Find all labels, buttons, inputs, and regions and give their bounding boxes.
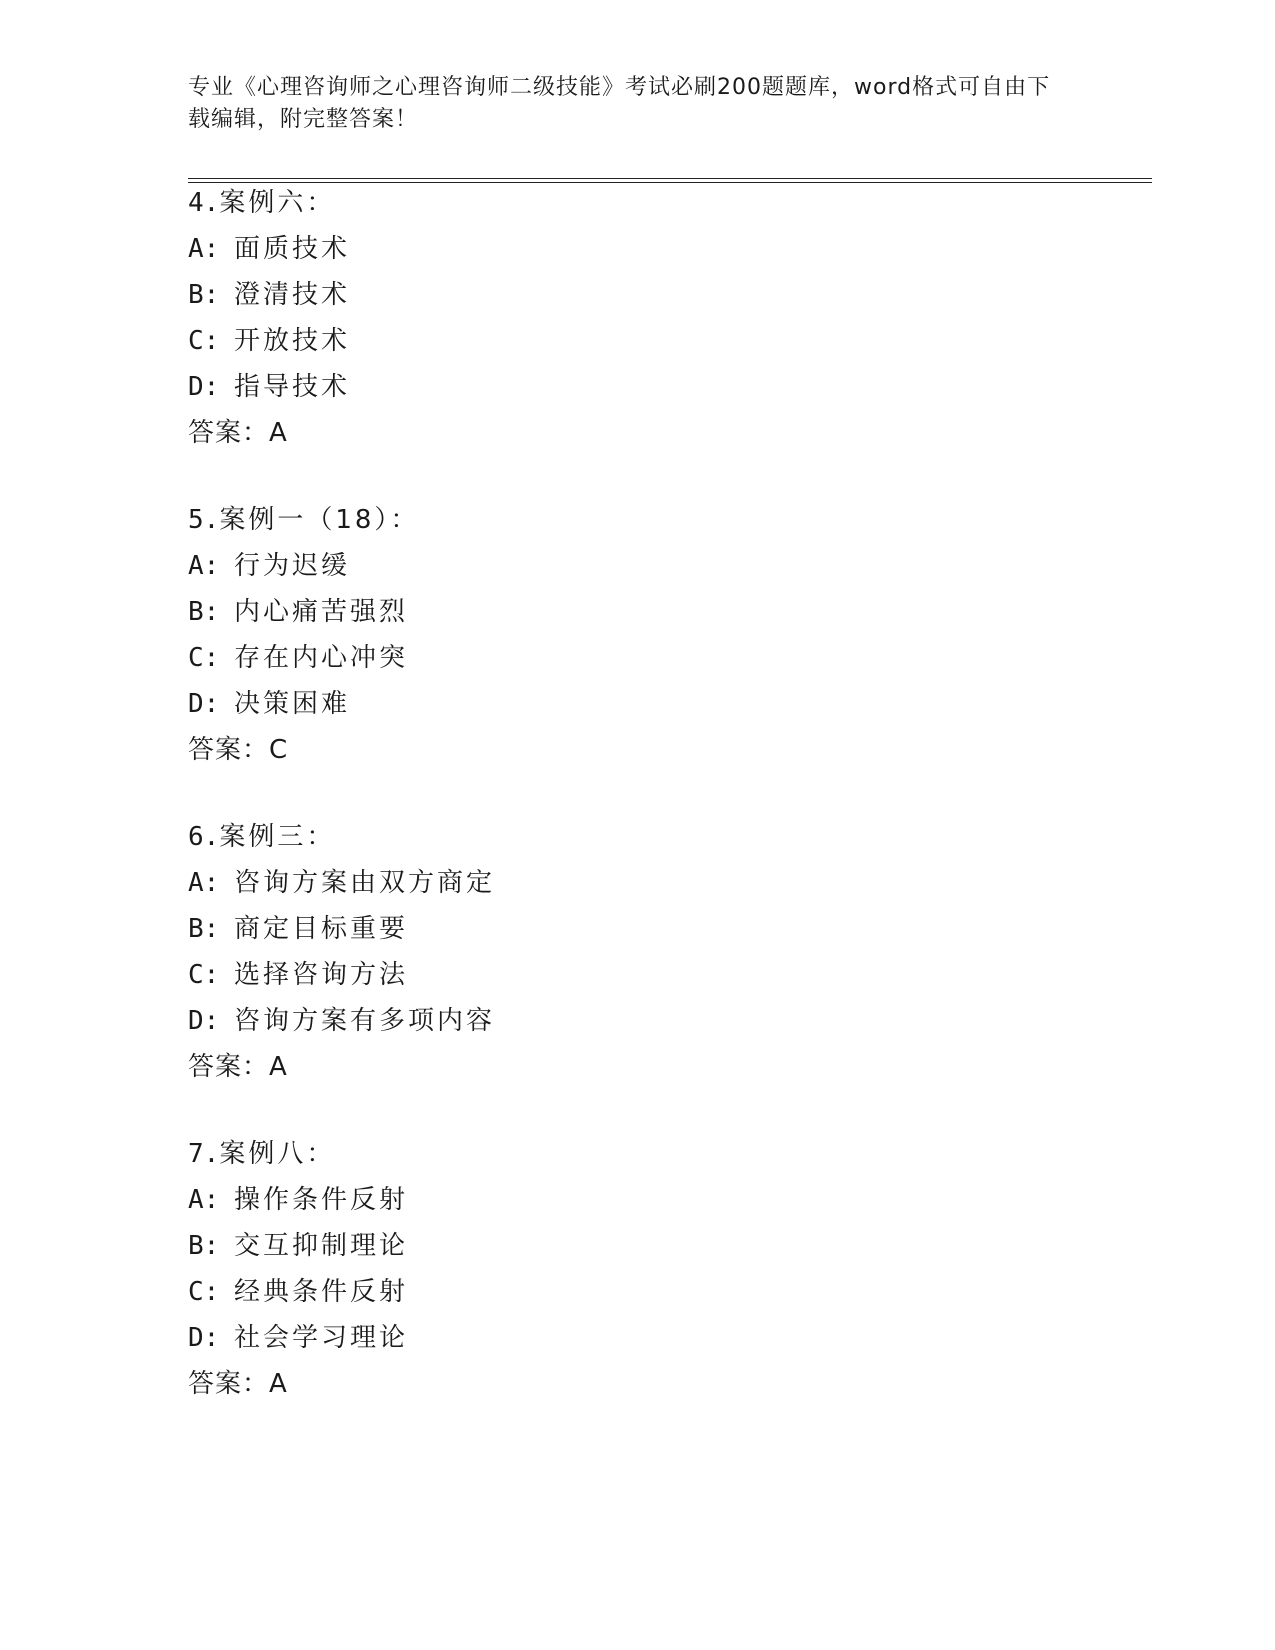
question-text: 案例三： (219, 822, 336, 852)
option-letter: B: (188, 280, 220, 310)
option-a (188, 226, 1088, 272)
option-letter: D: (188, 1323, 220, 1353)
question-number: 4. (188, 188, 220, 218)
option-b (188, 272, 1088, 318)
option-d (188, 998, 1088, 1044)
question-text: 案例六： (219, 188, 336, 218)
option-text: 存在内心冲突 (234, 643, 409, 673)
option-d (188, 1315, 1088, 1361)
option-b (188, 1223, 1088, 1269)
option-text: 澄清技术 (234, 280, 351, 310)
option-letter: B: (188, 914, 220, 944)
option-text: 开放技术 (234, 326, 351, 356)
option-text: 决策困难 (234, 689, 351, 719)
document-header: 专业《心理咨询师之心理咨询师二级技能》考试必刷200题题库，word格式可自由下载编辑，附完整答案！ (188, 75, 1051, 132)
option-text: 指导技术 (234, 372, 351, 402)
option-c (188, 318, 1088, 364)
option-a (188, 860, 1088, 906)
answer-line: 答案：A (188, 1052, 288, 1082)
question-block (188, 1131, 1088, 1407)
option-c (188, 1269, 1088, 1315)
option-a (188, 543, 1088, 589)
option-letter: D: (188, 372, 220, 402)
answer-line: 答案：A (188, 1369, 288, 1399)
option-c (188, 635, 1088, 681)
option-text: 内心痛苦强烈 (234, 597, 409, 627)
option-letter: A: (188, 234, 220, 264)
question-number: 7. (188, 1139, 220, 1169)
question-text: 案例八： (219, 1139, 336, 1169)
option-text: 经典条件反射 (234, 1277, 409, 1307)
option-text: 选择咨询方法 (234, 960, 409, 990)
option-text: 咨询方案有多项内容 (234, 1006, 496, 1036)
option-letter: C: (188, 960, 220, 990)
option-letter: B: (188, 597, 220, 627)
question-number: 5. (188, 505, 220, 535)
question-block (188, 814, 1088, 1090)
answer-line: 答案：C (188, 735, 289, 765)
option-letter: A: (188, 868, 220, 898)
option-text: 行为迟缓 (234, 551, 351, 581)
option-d (188, 681, 1088, 727)
option-b (188, 906, 1088, 952)
option-text: 操作条件反射 (234, 1185, 409, 1215)
option-text: 交互抑制理论 (234, 1231, 409, 1261)
option-text: 社会学习理论 (234, 1323, 409, 1353)
option-letter: C: (188, 1277, 220, 1307)
option-letter: D: (188, 689, 220, 719)
question-block (188, 180, 1088, 456)
option-letter: D: (188, 1006, 220, 1036)
question-text: 案例一（18）： (219, 505, 420, 535)
option-letter: C: (188, 643, 220, 673)
question-title (188, 814, 1088, 860)
answer-line: 答案：A (188, 418, 288, 448)
question-title (188, 497, 1088, 543)
option-letter: C: (188, 326, 220, 356)
option-d (188, 364, 1088, 410)
question-block (188, 497, 1088, 773)
option-text: 面质技术 (234, 234, 351, 264)
option-letter: A: (188, 551, 220, 581)
option-c (188, 952, 1088, 998)
option-letter: A: (188, 1185, 220, 1215)
option-a (188, 1177, 1088, 1223)
question-title (188, 1131, 1088, 1177)
question-number: 6. (188, 822, 220, 852)
option-text: 咨询方案由双方商定 (234, 868, 496, 898)
option-text: 商定目标重要 (234, 914, 409, 944)
option-letter: B: (188, 1231, 220, 1261)
option-b (188, 589, 1088, 635)
question-title (188, 180, 1088, 226)
